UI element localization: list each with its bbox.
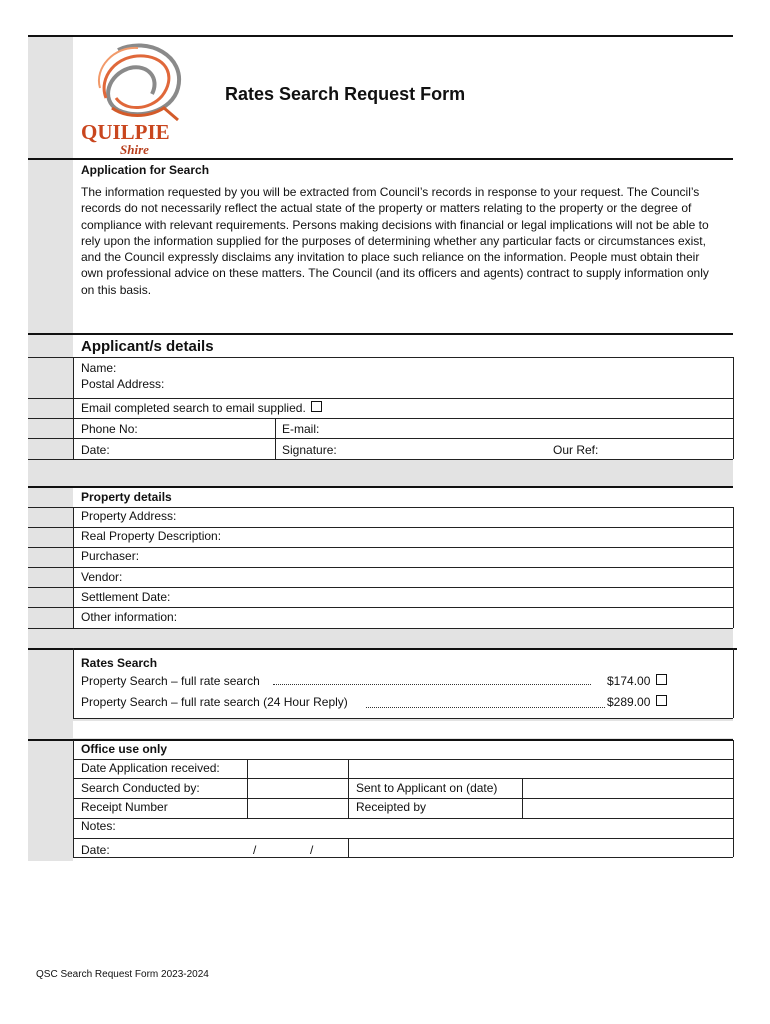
property-rule [28,486,733,488]
rate-item-2-option[interactable] [607,695,667,709]
col-line [733,740,734,857]
name-label: Name: [81,361,117,375]
application-text: The information requested by you will be extracted from Council’s records in response to your request. The Council’s records do not necessarily reflect the actual state of the property or matters relating to the property or the degree of compliance with relevant requirements. Persons making decisions with financial or legal implications will not be able to rely upon the information supplied for the purposes of determining whether any particular facts or circumstances exist, and the Council expressly disclaims any invitation to place such reliance on the information. People must obtain their own professional advice on these matters. The Council (and its officers and agents) contract to supply information only on this basis. [81,185,709,297]
notes-label: Notes: [81,819,116,833]
receipted-by-label: Receipted by [356,800,427,814]
office-date-label: Date: [81,843,110,857]
postal-label: Postal Address: [81,377,165,391]
email-search-label: Email completed search to email supplied. [81,401,306,415]
row-line [73,778,733,779]
logo-name: QUILPIE [81,120,170,144]
row-line [73,818,733,819]
rate-item-1-option[interactable] [607,674,667,688]
col-line [348,838,349,857]
row-line [28,357,733,358]
row-line [73,798,733,799]
top-rule [28,35,733,37]
logo-sub: Shire [120,142,149,157]
office-rule [28,739,733,741]
office-heading: Office use only [81,742,168,756]
row-line [28,567,733,568]
quilpie-logo [78,38,190,156]
date-slash: / [310,843,314,857]
rates-heading: Rates Search [81,656,158,670]
header-rule [28,158,733,160]
gap-band [28,628,733,648]
settlement-label: Settlement Date: [81,590,171,604]
rates-rule [28,648,737,650]
conducted-by-label: Search Conducted by: [81,781,200,795]
col-line [733,507,734,628]
row-line [28,527,733,528]
row-line [73,759,733,760]
email-search-checkbox[interactable] [311,401,322,412]
rate-item-2-price: $289.00 [607,695,651,709]
sent-on-label: Sent to Applicant on (date) [356,781,498,795]
col-line [348,759,349,818]
row-line [28,628,733,629]
rate-item-1-label: Property Search – full rate search [81,674,260,688]
rate-item-2-label: Property Search – full rate search (24 Hour Reply) [81,695,348,709]
col-line [73,740,74,857]
row-line [28,398,733,399]
white-blank [73,721,733,738]
rate-item-1-price: $174.00 [607,674,651,688]
phone-label: Phone No: [81,422,138,436]
rate-item-1-leader [273,684,591,685]
property-heading: Property details [81,490,172,504]
row-line [73,857,733,858]
page-title: Rates Search Request Form [225,84,466,104]
row-line [73,838,733,839]
col-line [73,357,74,459]
rate-item-1-checkbox[interactable] [656,674,667,685]
col-line [733,648,734,718]
row-line [28,547,733,548]
property-address-label: Property Address: [81,509,177,523]
signature-label: Signature: [282,443,337,457]
date-slash: / [253,843,257,857]
rate-item-2-leader [366,707,605,708]
purchaser-label: Purchaser: [81,549,140,563]
row-line [28,607,733,608]
row-line [73,718,733,719]
our-ref-label: Our Ref: [553,443,599,457]
rate-item-2-checkbox[interactable] [656,695,667,706]
row-line [28,587,733,588]
email-label: E-mail: [282,422,320,436]
applicant-heading: Applicant/s details [81,338,214,355]
applicant-rule [28,333,733,335]
date-label: Date: [81,443,110,457]
vendor-label: Vendor: [81,570,123,584]
col-line [733,357,734,459]
row-line [28,438,733,439]
col-line [275,418,276,459]
receipt-number-label: Receipt Number [81,800,168,814]
col-line [73,648,74,718]
email-search-option[interactable] [81,401,322,415]
col-line [73,507,74,628]
other-info-label: Other information: [81,610,178,624]
row-line [28,459,733,460]
date-received-label: Date Application received: [81,761,220,775]
application-heading: Application for Search [81,163,210,177]
col-line [247,759,248,818]
gap-band [28,460,733,486]
row-line [28,418,733,419]
col-line [522,778,523,818]
row-line [28,507,733,508]
property-description-label: Real Property Description: [81,529,222,543]
footer-text: QSC Search Request Form 2023-2024 [36,969,209,980]
